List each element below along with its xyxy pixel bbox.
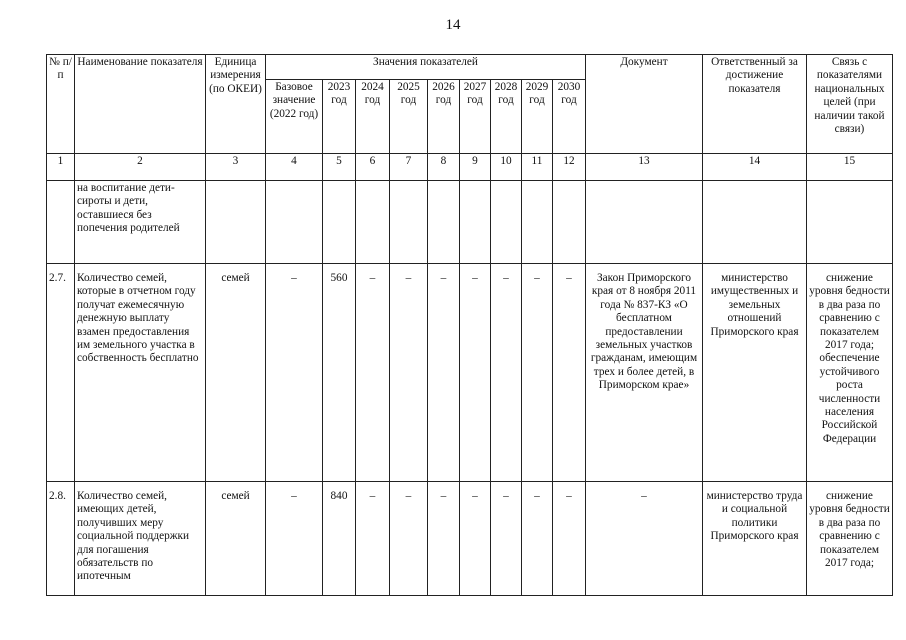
column-number: 7 — [390, 154, 428, 181]
row-name: Количество семей, имеющих детей, получивших меру социальной поддержки для погашения обязательств по ипотечным — [75, 482, 206, 596]
header-year: 2024 год — [356, 80, 390, 154]
column-number: 1 — [47, 154, 75, 181]
row-value: – — [491, 482, 522, 596]
column-number: 14 — [703, 154, 807, 181]
header-name: Наименование показателя — [75, 55, 206, 154]
row-value — [356, 181, 390, 264]
row-no: 2.7. — [47, 264, 75, 482]
row-value — [553, 181, 586, 264]
header-row — [47, 55, 893, 80]
row-base: – — [266, 264, 323, 482]
row-value: – — [460, 482, 491, 596]
row-value: – — [460, 264, 491, 482]
column-number: 3 — [206, 154, 266, 181]
row-value: 840 — [323, 482, 356, 596]
row-value: – — [491, 264, 522, 482]
row-link: снижение уровня бедности в два раза по сравнению с показателем 2017 года; обеспечение устойчивого роста численности населения Российской Федерации — [807, 264, 893, 482]
row-value: 560 — [323, 264, 356, 482]
row-value: – — [428, 482, 460, 596]
row-unit: семей — [206, 482, 266, 596]
row-value: – — [356, 264, 390, 482]
header-year: 2027 год — [460, 80, 491, 154]
column-number: 15 — [807, 154, 893, 181]
header-year: 2023 год — [323, 80, 356, 154]
row-link — [807, 181, 893, 264]
row-value: – — [390, 482, 428, 596]
column-number-row — [47, 154, 893, 181]
row-responsible: министерство имущественных и земельных отношений Приморского края — [703, 264, 807, 482]
row-responsible: министерство труда и социальной политики Приморского края — [703, 482, 807, 596]
row-unit: семей — [206, 264, 266, 482]
row-value: – — [522, 482, 553, 596]
header-values: Значения показателей — [266, 55, 586, 80]
header-document: Документ — [586, 55, 703, 154]
row-value — [460, 181, 491, 264]
row-no — [47, 181, 75, 264]
row-value: – — [390, 264, 428, 482]
row-value — [323, 181, 356, 264]
row-document — [586, 181, 703, 264]
row-value — [428, 181, 460, 264]
row-link: снижение уровня бедности в два раза по сравнению с показателем 2017 года; — [807, 482, 893, 596]
row-value: – — [522, 264, 553, 482]
row-responsible — [703, 181, 807, 264]
column-number: 8 — [428, 154, 460, 181]
column-number: 2 — [75, 154, 206, 181]
column-number: 5 — [323, 154, 356, 181]
table-row — [47, 264, 893, 482]
column-number: 13 — [586, 154, 703, 181]
row-base: – — [266, 482, 323, 596]
header-year: 2029 год — [522, 80, 553, 154]
row-value — [491, 181, 522, 264]
column-number: 9 — [460, 154, 491, 181]
row-name: Количество семей, которые в отчетном году получат ежемесячную денежную выплату взамен предоставления им земельного участка в собственность бесплатно — [75, 264, 206, 482]
header-year: 2026 год — [428, 80, 460, 154]
row-document: – — [586, 482, 703, 596]
header-responsible: Ответственный за достижение показателя — [703, 55, 807, 154]
table-row — [47, 482, 893, 596]
column-number: 12 — [553, 154, 586, 181]
row-document: Закон Приморского края от 8 ноября 2011 года № 837-КЗ «О бесплатном предоставлении земельных участков гражданам, имеющим трех и более детей, в Приморском крае» — [586, 264, 703, 482]
table-row — [47, 181, 893, 264]
header-unit: Единица измерения (по ОКЕИ) — [206, 55, 266, 154]
column-number: 6 — [356, 154, 390, 181]
row-unit — [206, 181, 266, 264]
page-number: 14 — [445, 17, 461, 33]
row-value — [522, 181, 553, 264]
row-value — [390, 181, 428, 264]
header-base: Базовое значение (2022 год) — [266, 80, 323, 154]
header-year: 2028 год — [491, 80, 522, 154]
header-link: Связь с показателями национальных целей (при наличии такой связи) — [807, 55, 893, 154]
column-number: 4 — [266, 154, 323, 181]
row-name: на воспитание дети-сироты и дети, оставшиеся без попечения родителей — [75, 181, 206, 264]
header-year: 2025 год — [390, 80, 428, 154]
header-no: № п/п — [47, 55, 75, 154]
indicators-table — [46, 54, 893, 596]
row-value: – — [553, 482, 586, 596]
column-number: 10 — [491, 154, 522, 181]
row-value: – — [553, 264, 586, 482]
column-number: 11 — [522, 154, 553, 181]
row-base — [266, 181, 323, 264]
row-no: 2.8. — [47, 482, 75, 596]
header-year: 2030 год — [553, 80, 586, 154]
row-value: – — [428, 264, 460, 482]
row-value: – — [356, 482, 390, 596]
